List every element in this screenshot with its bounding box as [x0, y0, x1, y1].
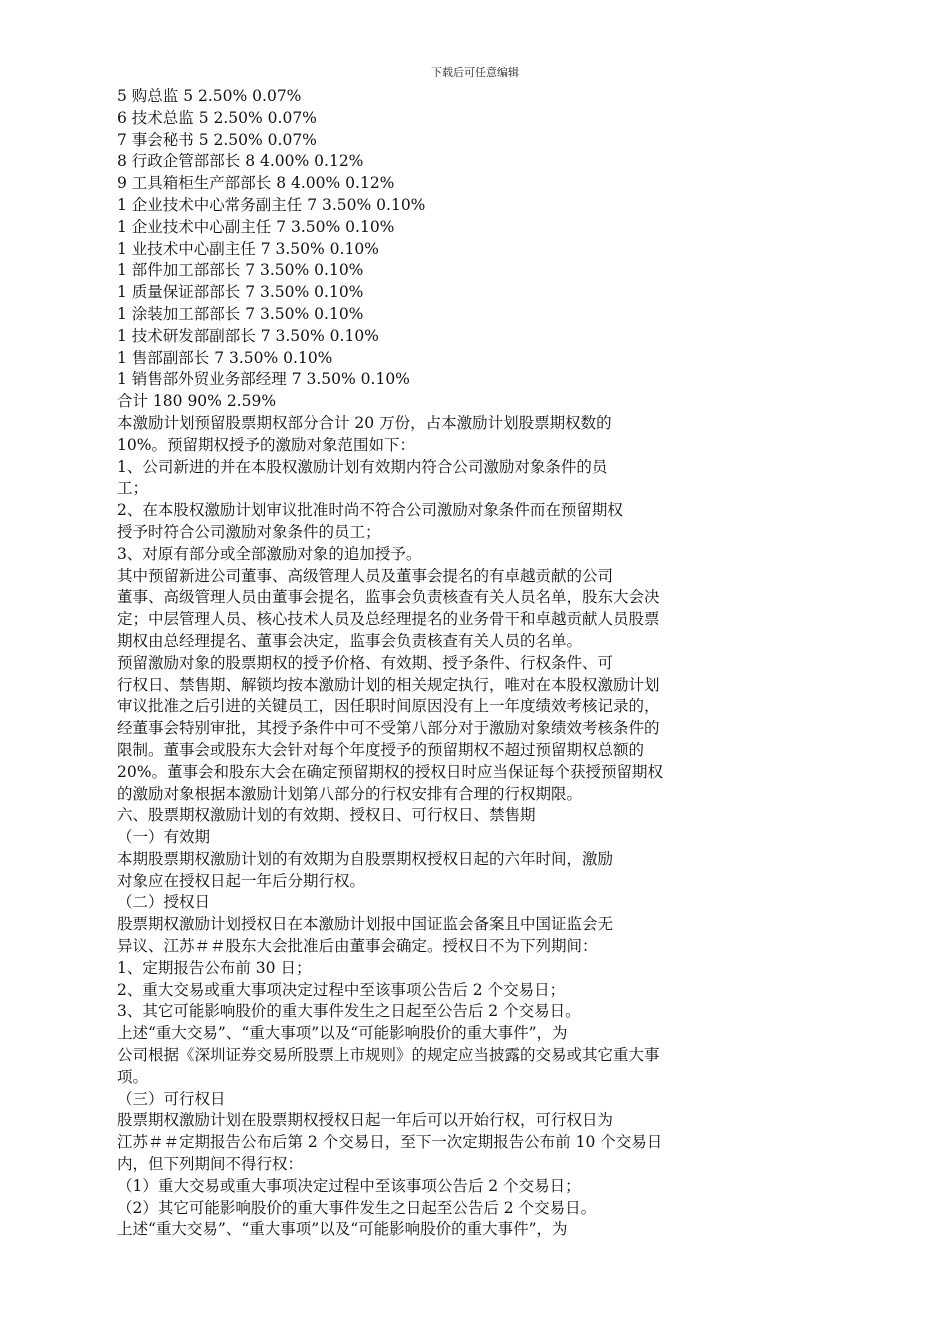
- text-line: 预留激励对象的股票期权的授予价格、有效期、授予条件、行权条件、可: [117, 653, 614, 672]
- text-line: 1 部件加工部部长 7 3.50% 0.10%: [117, 261, 364, 280]
- page-header-note: 下载后可任意编辑: [431, 66, 519, 79]
- text-line: （三）可行权日: [117, 1089, 226, 1108]
- text-line: 六、股票期权激励计划的有效期、授权日、可行权日、禁售期: [117, 806, 536, 825]
- document-body: [117, 86, 817, 1241]
- text-line: 1 企业技术中心副主任 7 3.50% 0.10%: [117, 217, 395, 236]
- text-line: 合计 180 90% 2.59%: [117, 392, 277, 411]
- text-line: （一）有效期: [117, 828, 211, 847]
- text-line: 5 购总监 5 2.50% 0.07%: [117, 87, 302, 105]
- text-line: 期权由总经理提名、董事会决定，监事会负责核查有关人员的名单。: [117, 631, 583, 650]
- text-line: 本激励计划预留股票期权部分合计 20 万份，占本激励计划股票期权数的: [117, 413, 612, 432]
- text-line: 工；: [117, 479, 149, 498]
- text-line: 审议批准之后引进的关键员工，因任职时间原因没有上一年度绩效考核记录的，: [117, 697, 660, 716]
- text-line: 1 售部副部长 7 3.50% 0.10%: [117, 348, 333, 367]
- text-line: 的激励对象根据本激励计划第八部分的行权安排有合理的行权期限。: [117, 784, 583, 803]
- text-line: 公司根据《深圳证券交易所股票上市规则》的规定应当披露的交易或其它重大事: [117, 1046, 660, 1065]
- text-line: 异议、江苏＃＃股东大会批准后由董事会确定。授权日不为下列期间：: [117, 937, 598, 956]
- text-line: 股票期权激励计划授权日在本激励计划报中国证监会备案且中国证监会无: [117, 915, 614, 934]
- text-line: 3、对原有部分或全部激励对象的追加授予。: [117, 544, 422, 563]
- text-line: 上述“重大交易”、“重大事项”以及“可能影响股价的重大事件”，为: [117, 1024, 568, 1043]
- text-line: 1、公司新进的并在本股权激励计划有效期内符合公司激励对象条件的员: [117, 457, 608, 476]
- text-line: 1 涂装加工部部长 7 3.50% 0.10%: [117, 304, 364, 323]
- text-line: 本期股票期权激励计划的有效期为自股票期权授权日起的六年时间，激励: [117, 849, 614, 868]
- text-line: 内，但下列期间不得行权：: [117, 1155, 304, 1174]
- text-line: 授予时符合公司激励对象条件的员工；: [117, 522, 381, 541]
- text-line: 上述“重大交易”、“重大事项”以及“可能影响股价的重大事件”，为: [117, 1220, 568, 1239]
- text-line: 限制。董事会或股东大会针对每个年度授予的预留期权不超过预留期权总额的: [117, 740, 645, 759]
- text-line: 项。: [117, 1067, 149, 1086]
- text-line: （2）其它可能影响股价的重大事件发生之日起至公告后 2 个交易日。: [117, 1198, 597, 1217]
- text-line: 1 技术研发部副部长 7 3.50% 0.10%: [117, 326, 379, 345]
- text-line: 6 技术总监 5 2.50% 0.07%: [117, 108, 317, 127]
- text-line: 对象应在授权日起一年后分期行权。: [117, 871, 366, 890]
- text-line: 2、重大交易或重大事项决定过程中至该事项公告后 2 个交易日；: [117, 980, 566, 999]
- text-line: 1 销售部外贸业务部经理 7 3.50% 0.10%: [117, 370, 410, 389]
- text-line: 股票期权激励计划在股票期权授权日起一年后可以开始行权，可行权日为: [117, 1111, 614, 1130]
- text-line: 1 质量保证部部长 7 3.50% 0.10%: [117, 283, 364, 302]
- text-line: 1 企业技术中心常务副主任 7 3.50% 0.10%: [117, 195, 426, 214]
- text-line: 10%。预留期权授予的激励对象范围如下：: [117, 435, 415, 454]
- text-line: 8 行政企管部部长 8 4.00% 0.12%: [117, 152, 364, 171]
- text-line: 9 工具箱柜生产部部长 8 4.00% 0.12%: [117, 174, 395, 193]
- text-line: （二）授权日: [117, 893, 211, 912]
- text-line: 20%。董事会和股东大会在确定预留期权的授权日时应当保证每个获授预留期权: [117, 762, 663, 781]
- text-line: 2、在本股权激励计划审议批准时尚不符合公司激励对象条件而在预留期权: [117, 501, 623, 520]
- text-line: 定；中层管理人员、核心技术人员及总经理提名的业务骨干和卓越贡献人员股票: [117, 610, 660, 629]
- text-line: 经董事会特别审批，其授予条件中可不受第八部分对于激励对象绩效考核条件的: [117, 719, 660, 738]
- text-line: 江苏＃＃定期报告公布后第 2 个交易日，至下一次定期报告公布前 10 个交易日: [117, 1133, 663, 1152]
- text-line: 行权日、禁售期、解锁均按本激励计划的相关规定执行，唯对在本股权激励计划: [117, 675, 660, 694]
- text-line: 1、定期报告公布前 30 日；: [117, 958, 312, 977]
- text-line: 其中预留新进公司董事、高级管理人员及董事会提名的有卓越贡献的公司: [117, 566, 614, 585]
- text-line: （1）重大交易或重大事项决定过程中至该事项公告后 2 个交易日；: [117, 1176, 581, 1195]
- text-line: 1 业技术中心副主任 7 3.50% 0.10%: [117, 239, 379, 258]
- text-line: 3、其它可能影响股价的重大事件发生之日起至公告后 2 个交易日。: [117, 1002, 581, 1021]
- text-line: 7 事会秘书 5 2.50% 0.07%: [117, 130, 317, 149]
- text-line: 董事、高级管理人员由董事会提名，监事会负责核查有关人员名单，股东大会决: [117, 588, 660, 607]
